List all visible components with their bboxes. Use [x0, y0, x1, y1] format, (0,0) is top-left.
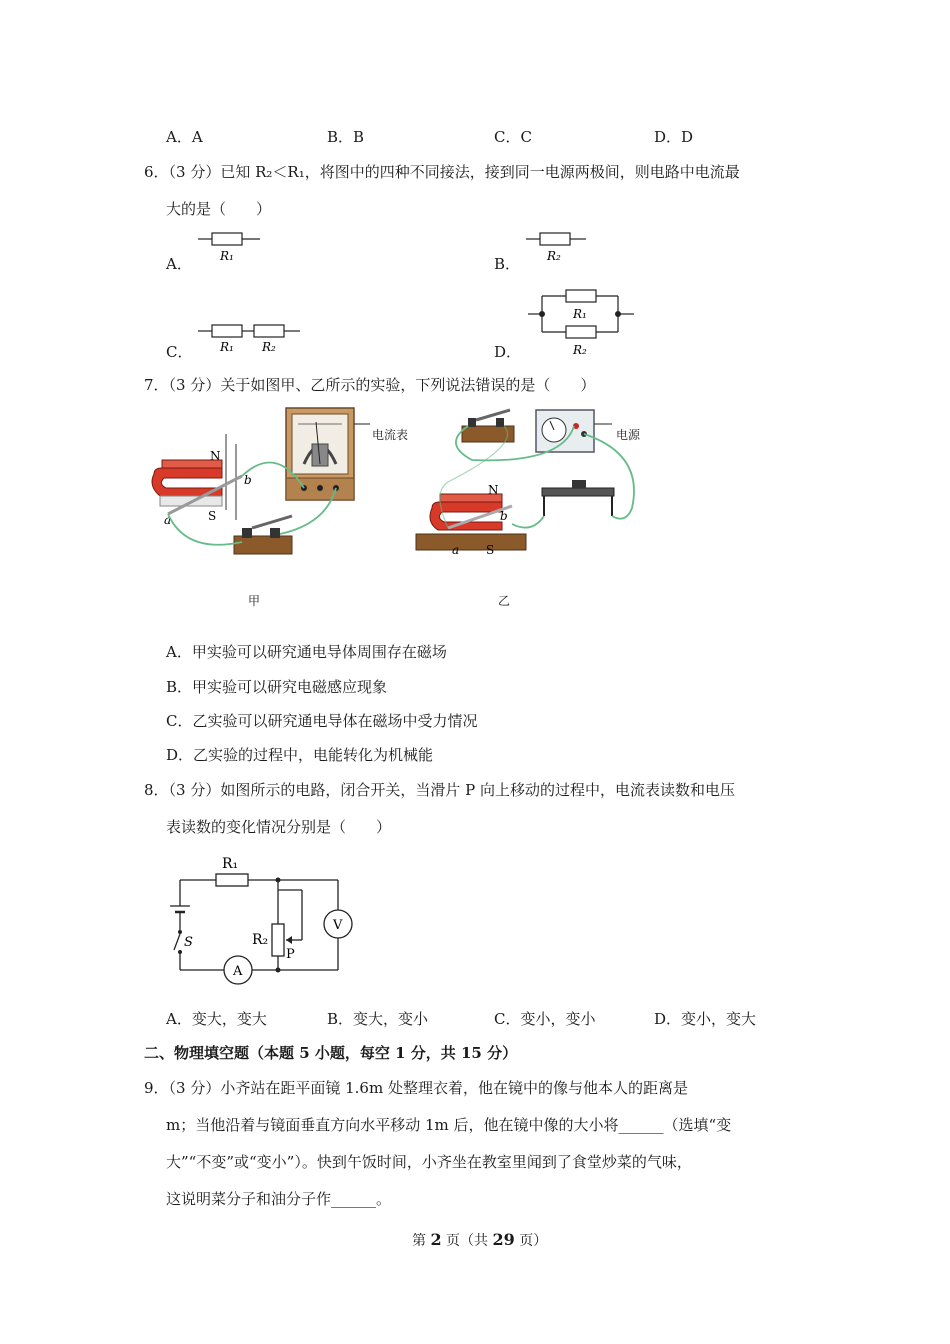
q7-jia-a-label: a	[164, 513, 172, 527]
q7-figure-yi	[412, 404, 648, 564]
q6-option-a-label: A．	[166, 255, 192, 273]
q5-option-d: D．D	[654, 128, 694, 146]
q7-jia-n-label: N	[210, 449, 221, 463]
q6-stem-line1: 6．（3 分）已知 R₂＜R₁，将图中的四种不同接法，接到同一电源两极间，则电路中电流最	[144, 163, 740, 181]
section-2-title: 二、物理填空题（本题 5 小题，每空 1 分，共 15 分）	[144, 1044, 518, 1062]
q7-jia-b-label: b	[244, 473, 252, 487]
q9-line1: 9．（3 分）小齐站在距平面镜 1.6m 处整理衣着，他在镜中的像与他本人的距离是	[144, 1079, 688, 1097]
q8-ammeter-label: A	[233, 964, 243, 979]
footer-suffix: 页）	[519, 1233, 548, 1249]
q7-jia-s-label: S	[208, 509, 217, 523]
q5-option-a: A．A	[166, 128, 203, 146]
q6c-r1-label: R₁	[220, 340, 234, 354]
q8-voltmeter-label: V	[333, 918, 343, 933]
q8-stem-line1: 8．（3 分）如图所示的电路，闭合开关，当滑片 P 向上移动的过程中，电流表读数和电压	[144, 781, 735, 799]
page-footer	[412, 1230, 547, 1250]
footer-prefix: 第	[412, 1233, 426, 1249]
q8-option-b: B．变大，变小	[327, 1010, 429, 1028]
q9-line2: m；当他沿着与镜面垂直方向水平移动 1m 后，他在镜中像的大小将______（选填“变	[166, 1116, 732, 1134]
q7-yi-a-label: a	[452, 543, 460, 557]
q8-option-a: A．变大，变大	[166, 1010, 267, 1028]
q7-option-b: B．甲实验可以研究电磁感应现象	[166, 678, 388, 696]
q5-option-b: B．B	[327, 128, 365, 146]
q8-stem-line2: 表读数的变化情况分别是（ ）	[166, 818, 392, 836]
q6-option-d-label: D．	[494, 343, 522, 361]
q8-option-d: D．变小，变大	[654, 1010, 757, 1028]
q6d-r1-label: R₁	[573, 307, 587, 321]
q6b-r2-label: R₂	[547, 249, 561, 263]
footer-total-pages: 29	[492, 1230, 515, 1249]
q6-option-b-label: B．	[494, 255, 521, 273]
q7-ammeter-label: 电流表	[372, 428, 409, 442]
q9-line4: 这说明菜分子和油分子作______。	[166, 1190, 392, 1208]
q7-source-label: 电源	[616, 428, 641, 442]
q7-stem: 7．（3 分）关于如图甲、乙所示的实验，下列说法错误的是（ ）	[144, 376, 596, 394]
q7-option-c: C．乙实验可以研究通电导体在磁场中受力情况	[166, 712, 478, 730]
q7-caption-jia: 甲	[248, 594, 261, 608]
q7-option-a: A．甲实验可以研究通电导体周围存在磁场	[166, 643, 447, 661]
q6-figure-d	[526, 286, 638, 360]
q6a-r1-label: R₁	[220, 249, 234, 263]
q7-caption-yi: 乙	[498, 594, 511, 608]
q6-figure-b	[524, 228, 594, 264]
q7-yi-n-label: N	[488, 483, 499, 497]
q7-yi-b-label: b	[500, 509, 508, 523]
footer-middle: 页（共	[446, 1233, 489, 1249]
footer-page-number: 2	[430, 1230, 442, 1249]
q6c-r2-label: R₂	[262, 340, 276, 354]
q6-option-c-label: C．	[166, 343, 193, 361]
q6-stem-line2: 大的是（ ）	[166, 200, 272, 218]
q6-figure-a	[196, 228, 266, 264]
q8-slider-label: P	[286, 947, 295, 962]
q5-option-c: C．C	[494, 128, 532, 146]
q7-yi-s-label: S	[486, 543, 495, 557]
q8-r2-label: R₂	[252, 932, 269, 948]
q6d-r2-label: R₂	[573, 343, 587, 357]
q8-switch-label: S	[184, 935, 193, 950]
q8-r1-label: R₁	[222, 856, 239, 872]
q8-option-c: C．变小，变小	[494, 1010, 596, 1028]
q8-circuit-diagram	[162, 846, 362, 986]
q7-option-d: D．乙实验的过程中，电能转化为机械能	[166, 746, 434, 764]
q9-line3: 大”“不变”或“变小”）。快到午饭时间，小齐坐在教室里闻到了食堂炒菜的气味，	[166, 1153, 692, 1171]
q6-figure-c	[196, 320, 306, 356]
